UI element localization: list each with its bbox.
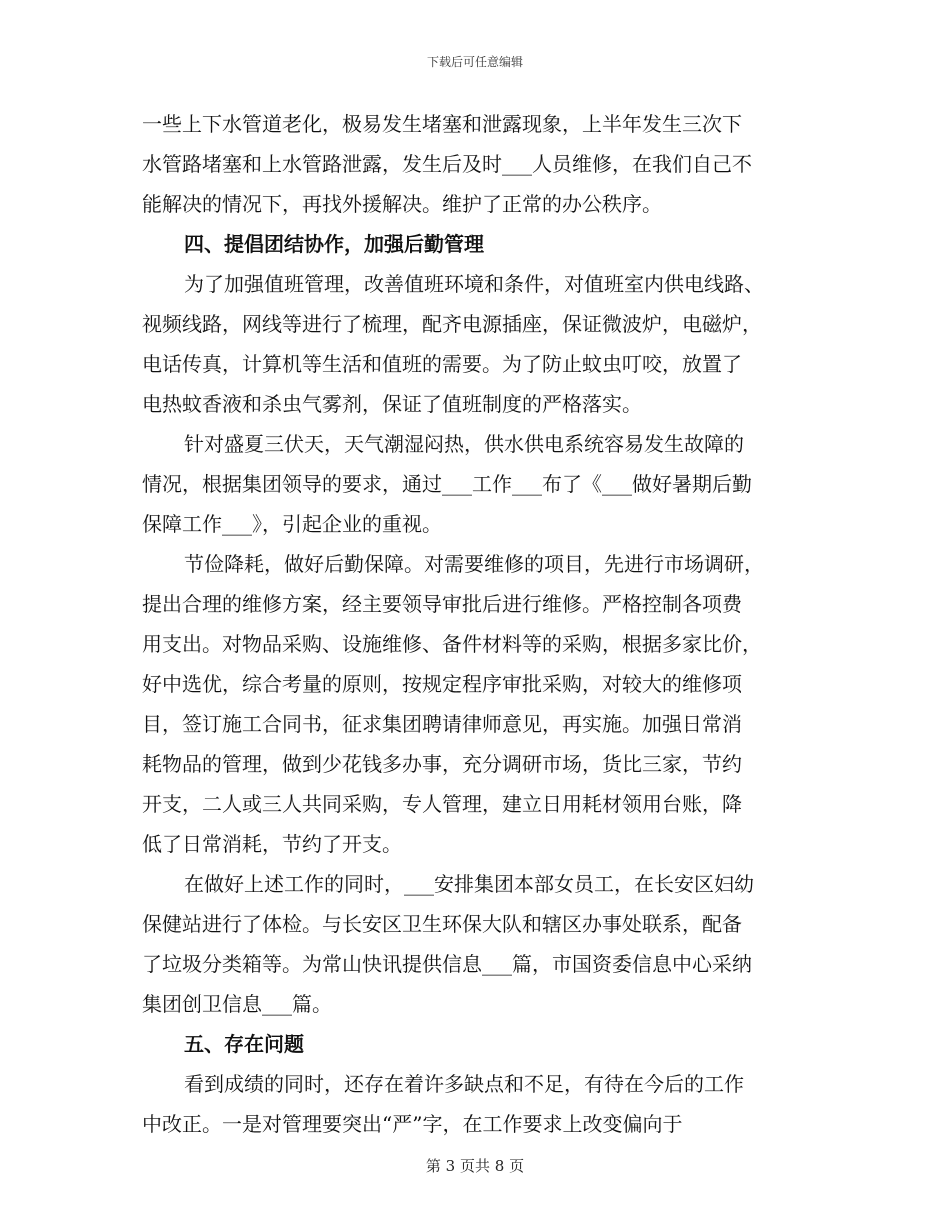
text-line: 情况，根据集团领导的要求，通过___工作___布了《___做好暑期后勤 <box>142 472 752 496</box>
text-line: 低了日常消耗，节约了开支。 <box>142 832 402 856</box>
text-line: 提出合理的维修方案，经主要领导审批后进行维修。严格控制各项费 <box>142 592 742 616</box>
section-heading: 五、存在问题 <box>184 1032 304 1056</box>
text-line: 视频线路，网线等进行了梳理，配齐电源插座，保证微波炉，电磁炉， <box>142 312 762 336</box>
text-line: 好中选优，综合考量的原则，按规定程序审批采购，对较大的维修项 <box>142 672 742 696</box>
text-line: 水管路堵塞和上水管路泄露，发生后及时___人员维修，在我们自己不 <box>142 152 752 176</box>
text-line: 保障工作___》，引起企业的重视。 <box>142 512 442 536</box>
text-line: 中改正。一是对管理要突出“严”字，在工作要求上改变偏向于 <box>142 1112 683 1136</box>
text-line: 开支，二人或三人共同采购，专人管理，建立日用耗材领用台账，降 <box>142 792 742 816</box>
text-line: 用支出。对物品采购、设施维修、备件材料等的采购，根据多家比价， <box>142 632 762 656</box>
text-line: 了垃圾分类箱等。为常山快讯提供信息___篇，市国资委信息中心采纳 <box>142 952 752 976</box>
section-heading: 四、提倡团结协作，加强后勤管理 <box>184 232 484 256</box>
page-number: 第 3 页共 8 页 <box>425 1157 525 1175</box>
text-line: 节俭降耗，做好后勤保障。对需要维修的项目，先进行市场调研， <box>184 552 764 576</box>
text-line: 保健站进行了体检。与长安区卫生环保大队和辖区办事处联系，配备 <box>142 912 742 936</box>
text-line: 目，签订施工合同书，征求集团聘请律师意见，再实施。加强日常消 <box>142 712 742 736</box>
text-line: 电热蚊香液和杀虫气雾剂，保证了值班制度的严格落实。 <box>142 392 642 416</box>
page-header: 下载后可任意编辑 <box>426 55 523 69</box>
text-line: 在做好上述工作的同时，___安排集团本部女员工，在长安区妇幼 <box>184 872 754 896</box>
text-line: 看到成绩的同时，还存在着许多缺点和不足，有待在今后的工作 <box>184 1072 744 1096</box>
text-line: 一些上下水管道老化，极易发生堵塞和泄露现象，上半年发生三次下 <box>142 112 742 136</box>
document-body <box>142 104 810 1144</box>
text-line: 能解决的情况下，再找外援解决。维护了正常的办公秩序。 <box>142 192 662 216</box>
text-line: 针对盛夏三伏天，天气潮湿闷热，供水供电系统容易发生故障的 <box>184 432 744 456</box>
text-line: 电话传真，计算机等生活和值班的需要。为了防止蚊虫叮咬，放置了 <box>142 352 742 376</box>
text-line: 耗物品的管理，做到少花钱多办事，充分调研市场，货比三家，节约 <box>142 752 742 776</box>
text-line: 集团创卫信息___篇。 <box>142 992 332 1016</box>
text-line: 为了加强值班管理，改善值班环境和条件，对值班室内供电线路、 <box>184 272 764 296</box>
